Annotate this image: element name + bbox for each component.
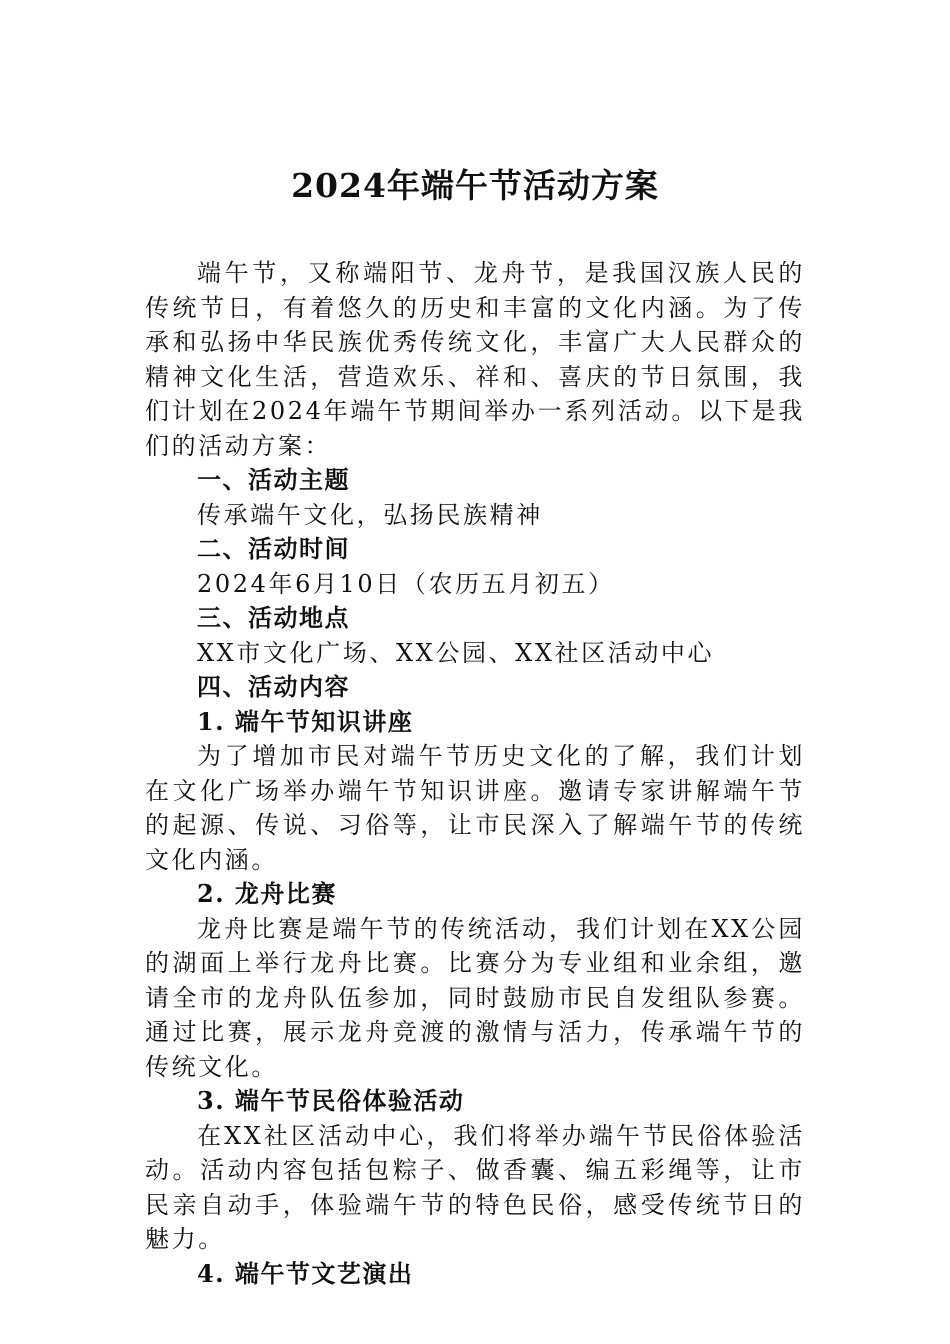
section-body-theme: 传承端午文化，弘扬民族精神: [197, 500, 543, 529]
section-body-time: 2024年6月10日（农历五月初五）: [197, 569, 615, 598]
item-heading-folk-experience: 3. 端午节民俗体验活动: [197, 1086, 465, 1115]
document-title: 2024年端午节活动方案: [291, 166, 659, 205]
item-body-lecture: 为了增加市民对端午节历史文化的了解，我们计划在文化广场举办端午节知识讲座。邀请专家讲解端午节的起源、传说、习俗等，让市民深入了解端午节的传统文化内涵。: [145, 742, 805, 874]
section-heading-theme: 一、活动主题: [197, 465, 350, 494]
section-body-location: XX市文化广场、XX公园、XX社区活动中心: [197, 638, 715, 667]
section-heading-content: 四、活动内容: [197, 672, 350, 701]
item-body-dragon-boat: 龙舟比赛是端午节的传统活动，我们计划在XX公园的湖面上举行龙舟比赛。比赛分为专业组和业余组，邀请全市的龙舟队伍参加，同时鼓励市民自发组队参赛。通过比赛，展示龙舟竞渡的激情与活力，传承端午节的传统文化。: [145, 914, 805, 1081]
item-heading-performance: 4. 端午节文艺演出: [197, 1258, 414, 1288]
section-heading-time: 二、活动时间: [197, 534, 350, 563]
item-body-folk-experience: 在XX社区活动中心，我们将举办端午节民俗体验活动。活动内容包括包粽子、做香囊、编五彩绳等，让市民亲自动手，体验端午节的特色民俗，感受传统节日的魅力。: [145, 1121, 805, 1253]
intro-paragraph: 端午节，又称端阳节、龙舟节，是我国汉族人民的传统节日，有着悠久的历史和丰富的文化内涵。为了传承和弘扬中华民族优秀传统文化，丰富广大人民群众的精神文化生活，营造欢乐、祥和、喜庆的节日氛围，我们计划在2024年端午节期间举办一系列活动。以下是我们的活动方案：: [145, 259, 805, 460]
section-heading-location: 三、活动地点: [197, 603, 350, 632]
document-body: [145, 256, 805, 1291]
item-heading-dragon-boat: 2. 龙舟比赛: [197, 879, 337, 908]
item-heading-lecture: 1. 端午节知识讲座: [197, 706, 414, 736]
